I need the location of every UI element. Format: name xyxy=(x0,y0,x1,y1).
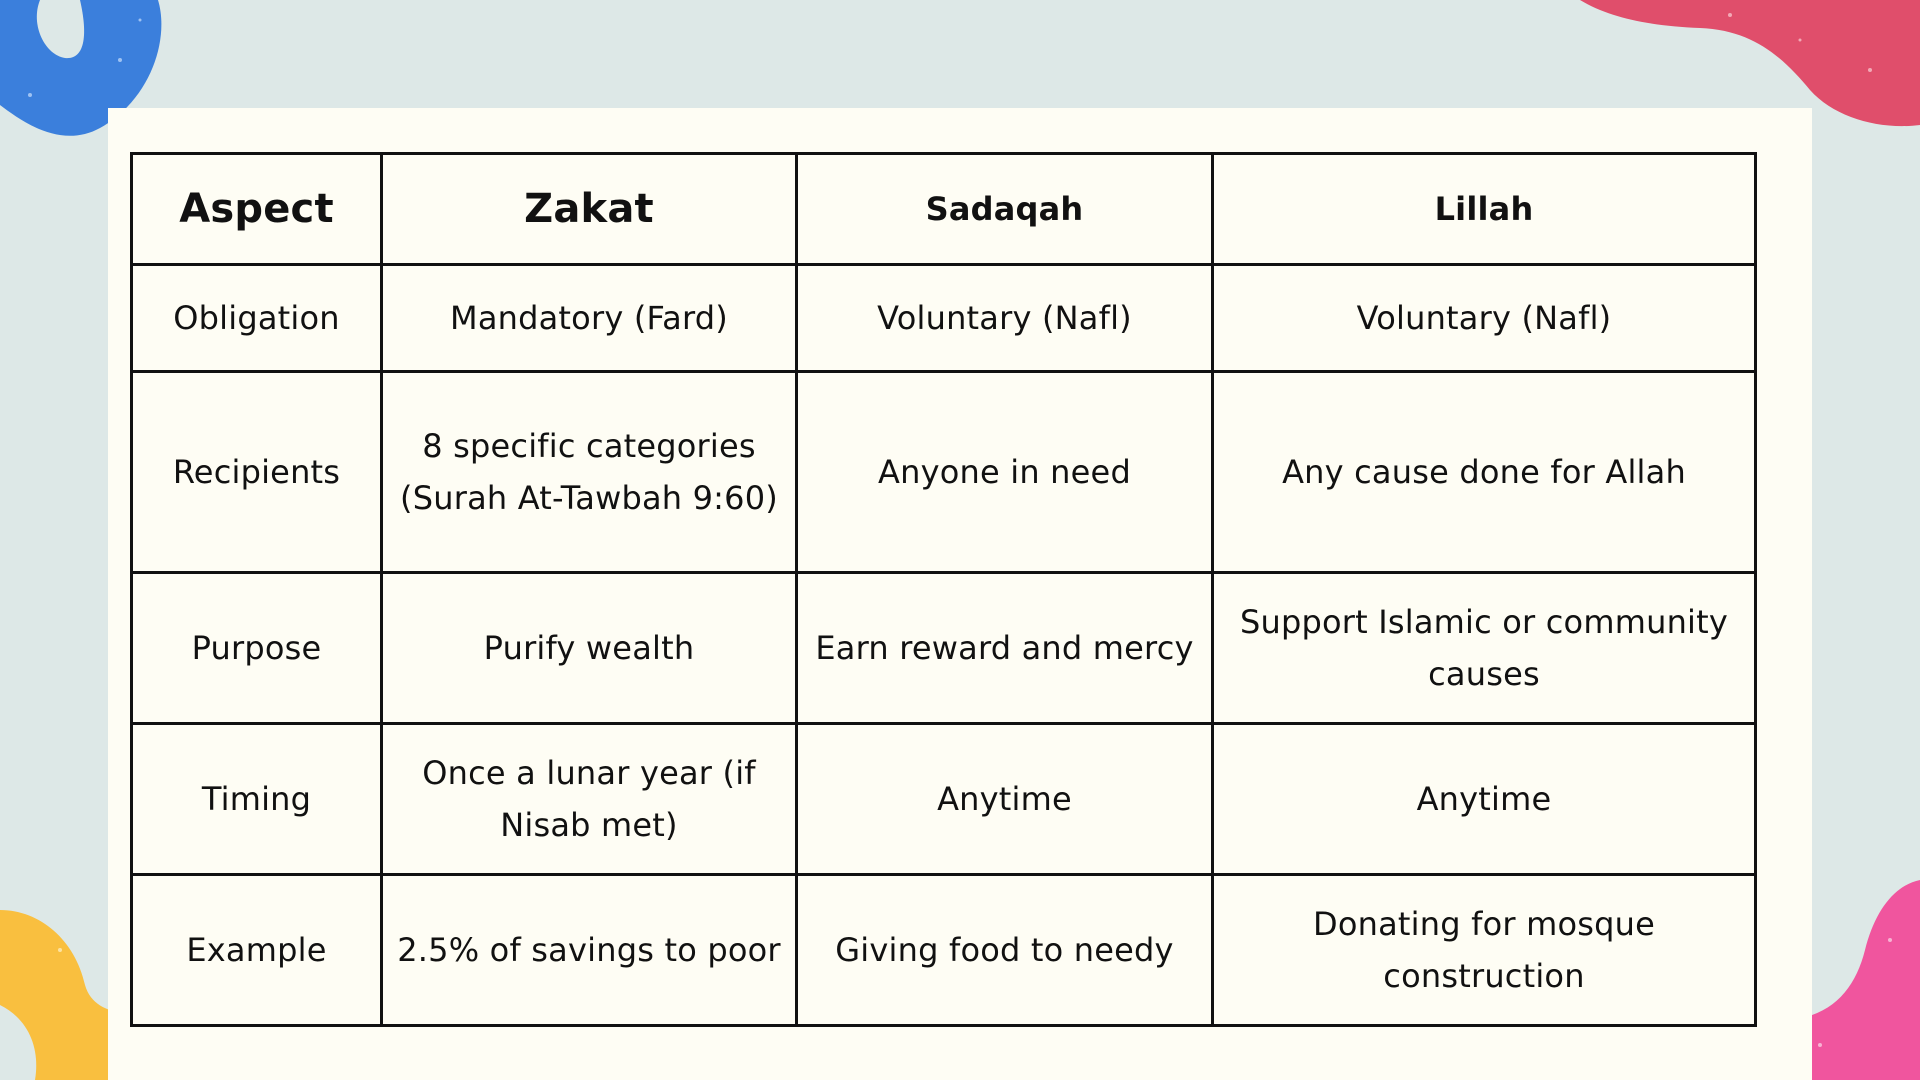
cell-sadaqah: Voluntary (Nafl) xyxy=(797,265,1213,372)
cell-sadaqah: Anytime xyxy=(797,724,1213,875)
cell-aspect: Obligation xyxy=(132,265,382,372)
cell-sadaqah: Earn reward and mercy xyxy=(797,573,1213,724)
header-sadaqah: Sadaqah xyxy=(797,154,1213,265)
cell-lillah: Support Islamic or community causes xyxy=(1213,573,1756,724)
cell-lillah: Voluntary (Nafl) xyxy=(1213,265,1756,372)
table-row xyxy=(132,372,1756,573)
header-lillah: Lillah xyxy=(1213,154,1756,265)
cell-sadaqah: Anyone in need xyxy=(797,372,1213,573)
comparison-table xyxy=(130,152,1757,1027)
table-row xyxy=(132,265,1756,372)
content-card xyxy=(108,108,1812,1080)
cell-aspect: Purpose xyxy=(132,573,382,724)
cell-lillah: Donating for mosque construction xyxy=(1213,875,1756,1026)
cell-aspect: Example xyxy=(132,875,382,1026)
header-zakat: Zakat xyxy=(382,154,797,265)
cell-aspect: Timing xyxy=(132,724,382,875)
cell-zakat: Once a lunar year (if Nisab met) xyxy=(382,724,797,875)
cell-zakat: 2.5% of savings to poor xyxy=(382,875,797,1026)
table-row xyxy=(132,573,1756,724)
table-row xyxy=(132,875,1756,1026)
cell-zakat: Mandatory (Fard) xyxy=(382,265,797,372)
table-header-row xyxy=(132,154,1756,265)
header-aspect: Aspect xyxy=(132,154,382,265)
cell-zakat: 8 specific categories (Surah At-Tawbah 9:60) xyxy=(382,372,797,573)
cell-lillah: Any cause done for Allah xyxy=(1213,372,1756,573)
cell-sadaqah: Giving food to needy xyxy=(797,875,1213,1026)
table-row xyxy=(132,724,1756,875)
cell-aspect: Recipients xyxy=(132,372,382,573)
cell-zakat: Purify wealth xyxy=(382,573,797,724)
cell-lillah: Anytime xyxy=(1213,724,1756,875)
